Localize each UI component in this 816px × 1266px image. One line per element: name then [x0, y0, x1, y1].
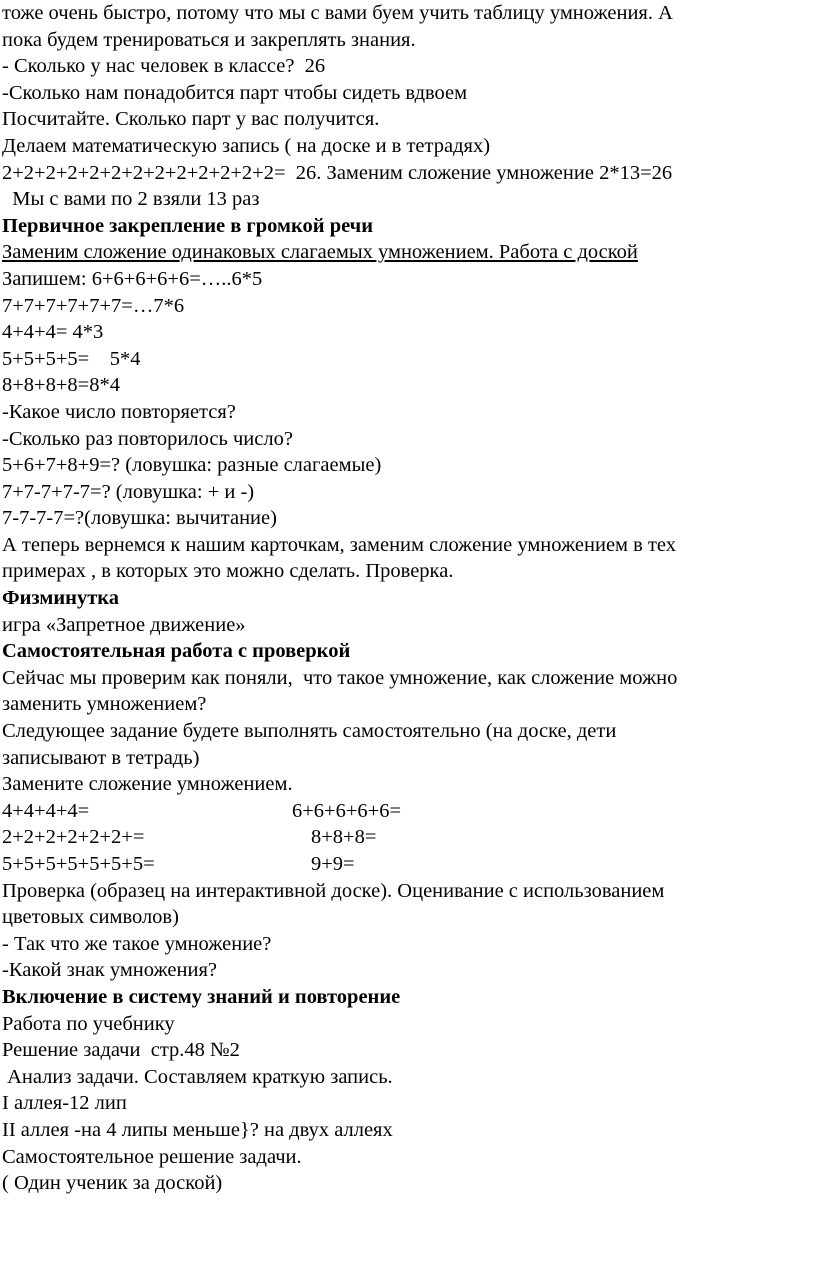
- text-line: 7+7-7+7-7=? (ловушка: + и -): [2, 480, 255, 503]
- text-line: 7-7-7-7=?(ловушка: вычитание): [2, 507, 277, 530]
- text-line: Делаем математическую запись ( на доске и в тетрадях): [2, 134, 491, 157]
- text-line: -Сколько нам понадобится парт чтобы сидеть вдвоем: [2, 81, 468, 104]
- exercise-row: [2, 824, 814, 851]
- exercise-right: 8+8+8=: [311, 826, 377, 849]
- text-line: 8+8+8+8=8*4: [2, 374, 120, 397]
- section-heading-primary-reinforcement: Первичное закрепление в громкой речи: [2, 214, 374, 237]
- exercise-left: 2+2+2+2+2+2+=: [2, 826, 145, 849]
- text-line: Следующее задание будете выполнять самостоятельно (на доске, дети: [2, 720, 617, 743]
- text-line: ( Один ученик за доской): [2, 1172, 223, 1195]
- exercise-right: 9+9=: [311, 853, 355, 875]
- text-line: А теперь вернемся к нашим карточкам, заменим сложение умножением в тех: [2, 533, 676, 556]
- underlined-subheading: Заменим сложение одинаковых слагаемых умножением. Работа с доской: [2, 241, 638, 264]
- text-line: -Какое число повторяется?: [2, 400, 236, 423]
- exercise-row: [2, 798, 814, 825]
- text-line: 5+5+5+5= 5*4: [2, 347, 141, 370]
- text-line: - Сколько у нас человек в классе? 26: [2, 55, 326, 78]
- section-heading-knowledge-system: Включение в систему знаний и повторение: [2, 985, 401, 1008]
- text-line: тоже очень быстро, потому что мы с вами буем учить таблицу умножения. А: [2, 2, 673, 24]
- text-line: 2+2+2+2+2+2+2+2+2+2+2+2+2= 26. Заменим сложение умножение 2*13=26: [2, 161, 673, 184]
- text-line: Решение задачи стр.48 №2: [2, 1039, 240, 1062]
- text-line: игра «Запретное движение»: [2, 613, 246, 636]
- exercise-left: 4+4+4+4=: [2, 799, 90, 822]
- text-line: заменить умножением?: [2, 693, 207, 716]
- exercise-row: [2, 851, 814, 878]
- text-line: Анализ задачи. Составляем краткую запись.: [2, 1065, 393, 1088]
- text-line: II аллея -на 4 липы меньше}? на двух аллеях: [2, 1118, 393, 1141]
- text-line: Замените сложение умножением.: [2, 773, 293, 796]
- text-line: примерах , в которых это можно сделать. Проверка.: [2, 560, 454, 583]
- text-line: записывают в тетрадь): [2, 746, 200, 769]
- text-line: Самостоятельное решение задачи.: [2, 1145, 302, 1168]
- text-line: Проверка (образец на интерактивной доске). Оценивание с использованием: [2, 879, 665, 902]
- section-heading-physical-break: Физминутка: [2, 587, 120, 610]
- text-line: 7+7+7+7+7+7=…7*6: [2, 294, 185, 317]
- section-heading-independent-work: Самостоятельная работа с проверкой: [2, 640, 351, 663]
- text-line: I аллея-12 лип: [2, 1092, 127, 1115]
- exercise-right: 6+6+6+6+6=: [292, 799, 402, 822]
- text-line: Мы с вами по 2 взяли 13 раз: [2, 188, 260, 211]
- document-page: [2, 0, 814, 1197]
- text-line: цветовых символов): [2, 906, 179, 929]
- text-line: Посчитайте. Сколько парт у вас получится.: [2, 108, 380, 131]
- text-line: 5+6+7+8+9=? (ловушка: разные слагаемые): [2, 454, 382, 477]
- text-line: Сейчас мы проверим как поняли, что такое умножение, как сложение можно: [2, 666, 678, 689]
- text-line: -Сколько раз повторилось число?: [2, 427, 293, 450]
- text-line: -Какой знак умножения?: [2, 959, 217, 982]
- text-line: 4+4+4= 4*3: [2, 321, 104, 344]
- text-line: Запишем: 6+6+6+6+6=…..6*5: [2, 267, 263, 290]
- text-line: Работа по учебнику: [2, 1012, 175, 1035]
- exercise-left: 5+5+5+5+5+5+5=: [2, 853, 155, 875]
- text-line: - Так что же такое умножение?: [2, 932, 272, 955]
- text-line: пока будем тренироваться и закреплять знания.: [2, 28, 416, 51]
